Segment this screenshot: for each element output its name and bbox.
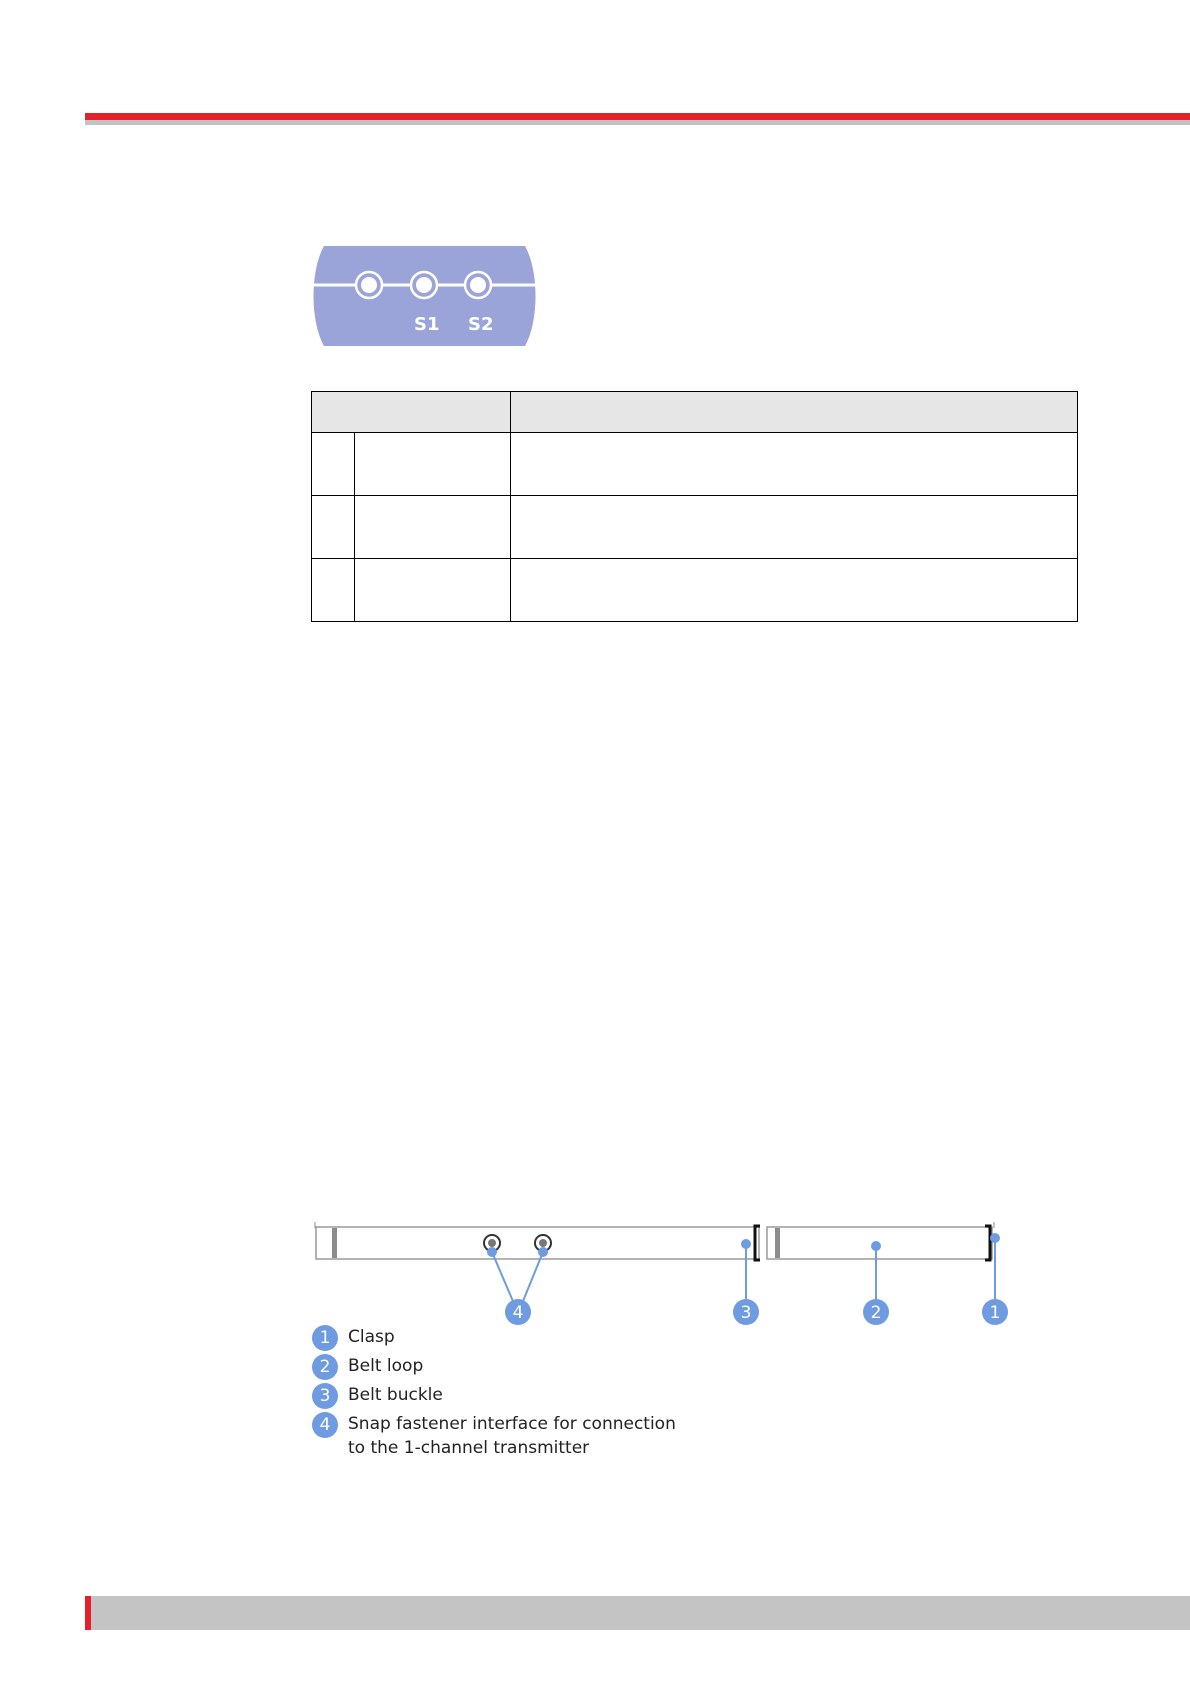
- legend-label: Belt loop: [348, 1356, 424, 1376]
- table-cell: [355, 496, 511, 559]
- callout-3: [733, 1299, 759, 1325]
- socket-s1: [411, 272, 437, 298]
- legend-number-badge: 4: [312, 1412, 338, 1438]
- socket-s2: [465, 272, 491, 298]
- legend-label: Belt buckle: [348, 1385, 443, 1405]
- table-cell: [511, 433, 1078, 496]
- belt-diagram: [312, 1218, 1022, 1333]
- legend-item: [312, 1325, 676, 1354]
- table-row: [312, 433, 1078, 496]
- legend-number-badge: 2: [312, 1354, 338, 1380]
- table-header-cell: [312, 392, 511, 433]
- footer-gray-bar: [85, 1596, 1190, 1630]
- legend-label-line2: to the 1-channel transmitter: [348, 1438, 590, 1458]
- table-cell: [312, 559, 355, 622]
- table-cell: [312, 433, 355, 496]
- belt-loop-band: [775, 1228, 780, 1258]
- belt-legend: [312, 1325, 676, 1464]
- socket-ground: [356, 272, 382, 298]
- svg-text:2: 2: [870, 1303, 882, 1323]
- callout-4: [505, 1299, 531, 1325]
- table-row: [312, 559, 1078, 622]
- table-cell: [511, 559, 1078, 622]
- table-row: [312, 496, 1078, 559]
- legend-item: [312, 1383, 676, 1412]
- legend-label-line1: Snap fastener interface for connection: [348, 1414, 676, 1434]
- table-cell: [355, 559, 511, 622]
- table-cell: [312, 496, 355, 559]
- callout-1: [982, 1299, 1008, 1325]
- socket-label-s1: S1: [414, 314, 440, 335]
- table-header-row: [312, 392, 1078, 433]
- table-cell: [511, 496, 1078, 559]
- header-gray-bar: [85, 120, 1190, 125]
- legend-label: Clasp: [348, 1327, 395, 1347]
- legend-number-badge: 1: [312, 1325, 338, 1351]
- footer-red-marker: [85, 1596, 91, 1630]
- table-cell: [355, 433, 511, 496]
- svg-text:4: 4: [512, 1303, 524, 1323]
- svg-text:1: 1: [989, 1303, 1001, 1323]
- legend-label: [348, 1412, 676, 1460]
- callout-2: [863, 1299, 889, 1325]
- strap-end-left: [332, 1228, 337, 1258]
- connector-panel-illustration: [312, 246, 537, 346]
- svg-text:3: 3: [740, 1303, 752, 1323]
- legend-item: [312, 1354, 676, 1383]
- socket-label-s2: S2: [468, 314, 494, 335]
- legend-item: [312, 1412, 676, 1464]
- header-red-bar: [85, 113, 1190, 120]
- legend-number-badge: 3: [312, 1383, 338, 1409]
- info-table: [311, 391, 1078, 622]
- table-header-cell: [511, 392, 1078, 433]
